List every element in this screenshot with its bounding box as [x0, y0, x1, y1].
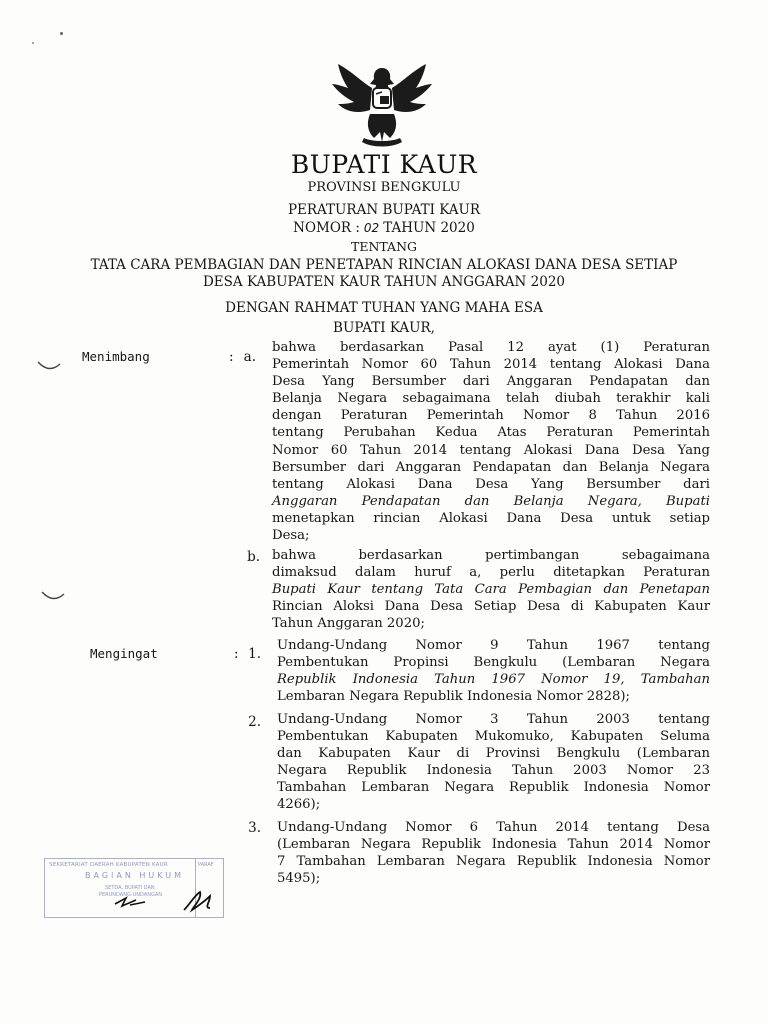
stamp-line-3: SETDA, BUPATI DAN — [105, 885, 155, 891]
mengingat-item-2 — [277, 711, 710, 814]
text-line: bahwa berdasarkan pertimbangan sebagaimana — [272, 548, 710, 563]
mengingat-colon: : — [234, 646, 239, 662]
text-line: Undang-Undang Nomor 3 Tahun 2003 tentang — [277, 712, 710, 727]
stamp-line-2: BAGIAN HUKUM — [85, 871, 185, 880]
blessing-line: DENGAN RAHMAT TUHAN YANG MAHA ESA — [225, 300, 543, 316]
text-line: tentang Perubahan Kedua Atas Peraturan Pemerintah — [272, 425, 710, 441]
about-heading: TENTANG — [350, 239, 417, 254]
text-line: Desa Yang Bersumber dari Anggaran Pendapatan dan — [272, 374, 710, 390]
stamp-paraf-label: PARAF — [198, 862, 214, 868]
subject-line-2: DESA KABUPATEN KAUR TAHUN ANGGARAN 2020 — [202, 274, 565, 290]
text-line: menetapkan rincian Alokasi Dana Desa untuk setiap — [272, 510, 710, 526]
scan-speck — [60, 32, 63, 35]
province-name: PROVINSI BENGKULU — [307, 180, 461, 195]
text-line: dimaksud dalam huruf a, perlu ditetapkan Peraturan — [272, 565, 710, 581]
nomor-label: NOMOR : — [293, 220, 360, 236]
text-line: Tahun Anggaran 2020; — [272, 616, 425, 632]
text-line: Pembentukan Kabupaten Mukomuko, Kabupaten Seluma — [277, 729, 710, 745]
text-line: dengan Peraturan Pemerintah Nomor 8 Tahun 2016 — [272, 408, 710, 424]
garuda-emblem-icon — [326, 58, 438, 154]
text-line: 7 Tambahan Lembaran Negara Republik Indonesia Nomor — [277, 854, 710, 870]
item-marker: 2. — [248, 714, 261, 730]
text-line: 5495); — [277, 871, 321, 887]
regulation-number — [0, 220, 768, 236]
text-line: Undang-Undang Nomor 9 Tahun 1967 tentang — [277, 638, 710, 653]
text-line: Republik Indonesia Tahun 1967 Nomor 19, Tambahan — [277, 672, 710, 688]
binder-hole-mark-icon — [36, 358, 62, 376]
text-line: Pembentukan Propinsi Bengkulu (Lembaran Negara — [277, 655, 710, 671]
stamp-line-4: PERUNDANG-UNDANGAN — [99, 892, 163, 898]
text-line: Tambahan Lembaran Negara Republik Indonesia Nomor — [277, 780, 710, 796]
text-line: Undang-Undang Nomor 6 Tahun 2014 tentang Desa — [277, 820, 710, 835]
text-line: Lembaran Negara Republik Indonesia Nomor 2828); — [277, 689, 630, 705]
item-marker: a. — [243, 349, 256, 365]
text-line: 4266); — [277, 797, 321, 813]
subject-line-1: TATA CARA PEMBAGIAN DAN PENETAPAN RINCIAN ALOKASI DANA DESA SETIAP — [90, 257, 678, 273]
text-line: Bersumber dari Anggaran Pendapatan dan Belanja Negara — [272, 459, 710, 475]
scan-speck — [32, 42, 34, 44]
text-line: Bupati Kaur tentang Tata Cara Pembagian dan Penetapan — [272, 582, 710, 598]
mengingat-item-3 — [277, 819, 710, 887]
binder-hole-mark-icon — [40, 588, 66, 606]
text-line: Nomor 60 Tahun 2014 tentang Alokasi Dana Desa Yang — [272, 442, 710, 458]
text-line: Belanja Negara sebagaimana telah diubah terakhir kali — [272, 391, 710, 407]
item-marker: 3. — [248, 820, 261, 836]
text-line: tentang Alokasi Dana Desa Yang Bersumber dari — [272, 476, 710, 492]
menimbang-item-a — [272, 339, 710, 544]
text-line: Rincian Aloksi Dana Desa Setiap Desa di Kabupaten Kaur — [272, 599, 710, 615]
text-line: bahwa berdasarkan Pasal 12 ayat (1) Peraturan — [272, 340, 710, 355]
mengingat-label: Mengingat — [90, 646, 158, 661]
text-line: (Lembaran Negara Republik Indonesia Tahun 2014 Nomor — [277, 837, 710, 853]
item-marker: b. — [247, 549, 260, 565]
item-marker: 1. — [248, 646, 261, 662]
initial-signature-icon — [112, 892, 148, 910]
nomor-value: 02 — [363, 221, 380, 235]
text-line: Anggaran Pendapatan dan Belanja Negara, Bupati — [272, 493, 710, 509]
page-title: BUPATI KAUR — [290, 150, 478, 179]
menimbang-colon: : — [229, 349, 234, 365]
stamp-line-1: SEKRETARIAT DAERAH KABUPATEN KAUR — [49, 862, 168, 868]
text-line: Pemerintah Nomor 60 Tahun 2014 tentang Alokasi Dana — [272, 357, 710, 373]
issuer-line: BUPATI KAUR, — [333, 320, 435, 336]
text-line: Desa; — [272, 528, 310, 544]
text-line: dan Kabupaten Kaur di Provinsi Bengkulu (Lembaran — [277, 746, 710, 762]
regulation-type: PERATURAN BUPATI KAUR — [287, 202, 481, 218]
paraf-signature-icon — [180, 886, 216, 914]
tahun-label: TAHUN 2020 — [383, 220, 475, 236]
mengingat-item-1 — [277, 637, 710, 705]
text-line: Negara Republik Indonesia Tahun 2003 Nomor 23 — [277, 763, 710, 779]
menimbang-item-b — [272, 547, 710, 632]
menimbang-label: Menimbang — [82, 349, 150, 364]
